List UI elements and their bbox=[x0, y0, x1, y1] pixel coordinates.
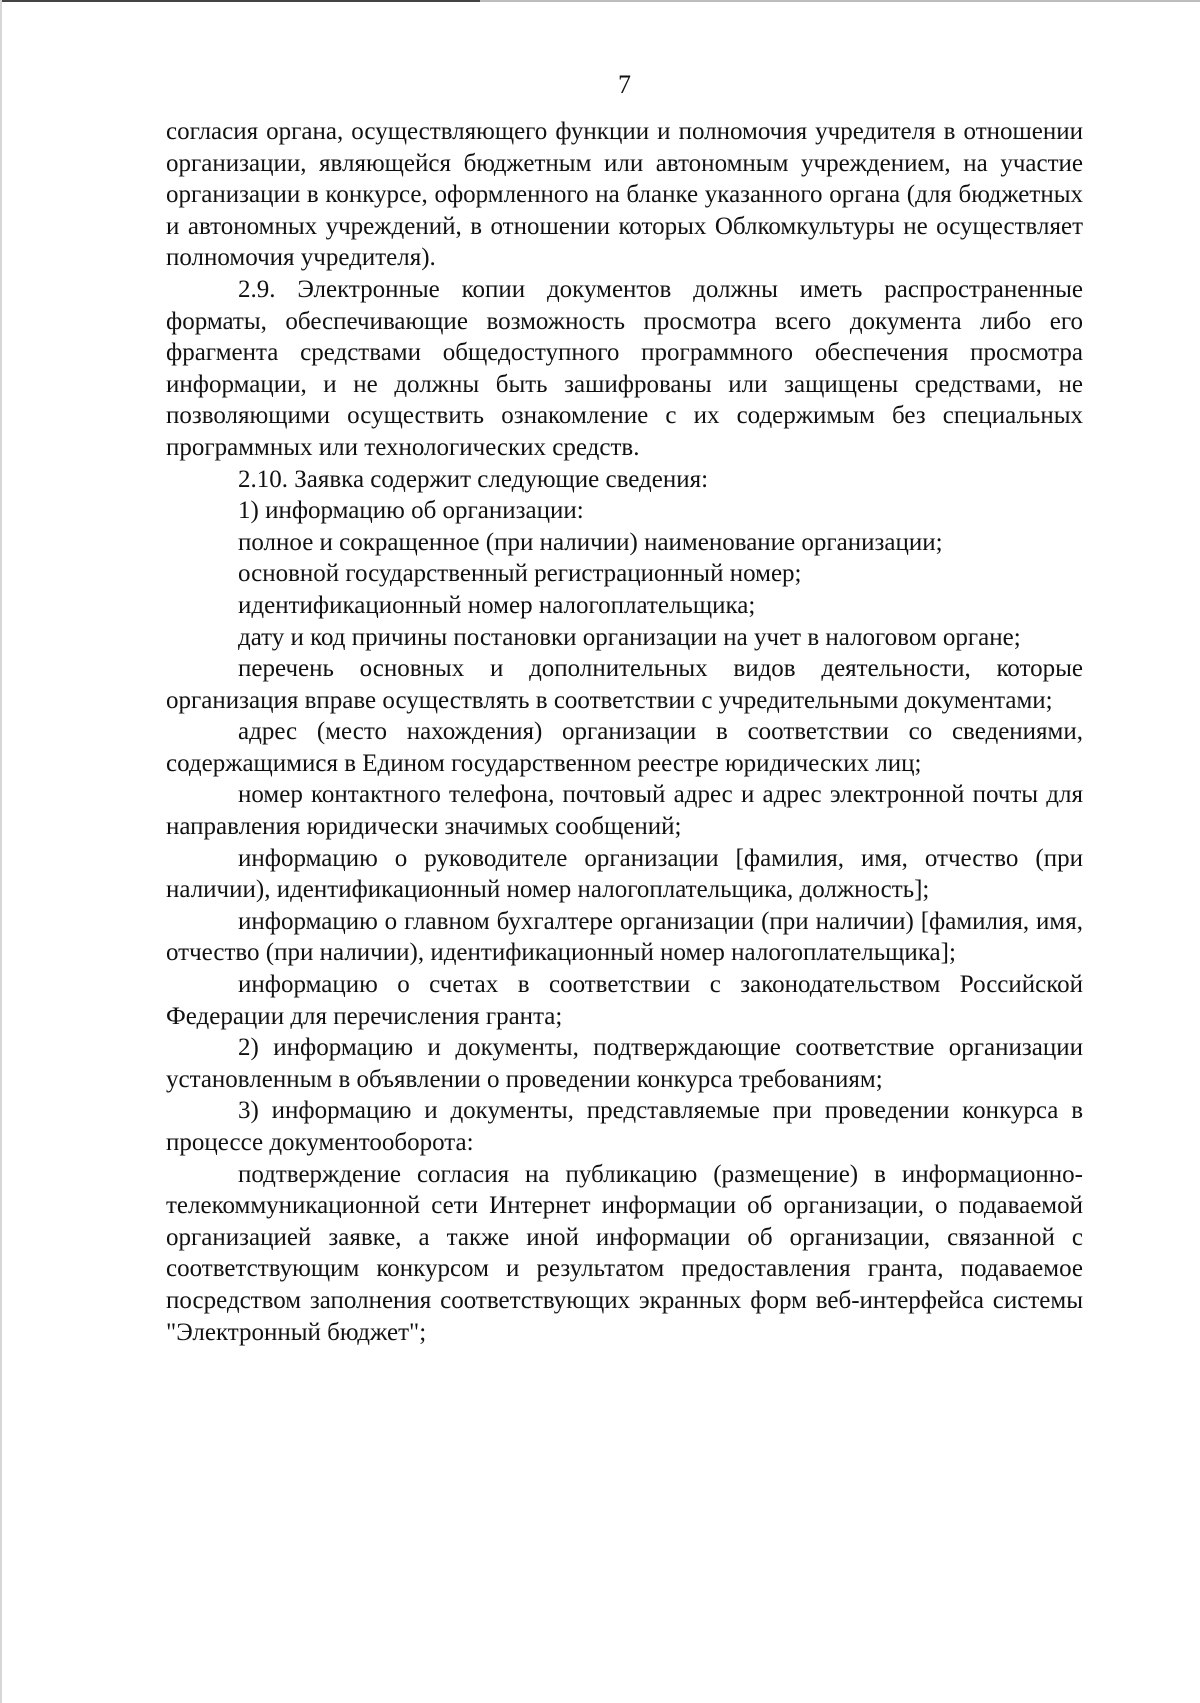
list-subitem-inn: идентификационный номер налогоплательщика; bbox=[238, 591, 756, 619]
scan-edge-top bbox=[0, 0, 1200, 2]
list-subitem-contacts: номер контактного телефона, почтовый адрес и адрес электронной почты для направления юридически значимых сообщений; bbox=[166, 781, 1083, 841]
paragraph-2-9: 2.9. Электронные копии документов должны иметь распространенные форматы, обеспечивающие возможность просмотра всего документа либо его фрагмента средствами общедоступного программного обеспечения просмотра информации, и не должны быть зашифрованы или защищены средствами, не позволяющими осуществить ознакомление с их содержимым без специальных программных или технологических средств. bbox=[166, 275, 1083, 461]
list-subitem-consent: подтверждение согласия на публикацию (размещение) в информационно-телекоммуникационной сети Интернет информации об организации, о подаваемой организацией заявке, а также иной информации об организации, связанной с соответствующим конкурсом и результатом предоставления гранта, подаваемое посредством заполнения соответствующих экранных форм веб-интерфейса системы "Электронный бюджет"; bbox=[166, 1160, 1083, 1346]
page-number: 7 bbox=[618, 70, 631, 99]
scan-edge-left bbox=[0, 0, 2, 1703]
list-subitem-tax-registration: дату и код причины постановки организации на учет в налоговом органе; bbox=[238, 623, 1021, 651]
paragraph-2-10: 2.10. Заявка содержит следующие сведения: bbox=[238, 465, 709, 493]
list-subitem-ogrn: основной государственный регистрационный номер; bbox=[238, 560, 802, 588]
document-body bbox=[166, 116, 1083, 1348]
list-item-2: 2) информацию и документы, подтверждающие соответствие организации установленным в объявлении о проведении конкурса требованиям; bbox=[166, 1034, 1083, 1093]
list-subitem-accounts: информацию о счетах в соответствии с законодательством Российской Федерации для перечисления гранта; bbox=[166, 971, 1083, 1030]
list-item-1: 1) информацию об организации: bbox=[238, 497, 584, 525]
list-subitem-address: адрес (место нахождения) организации в соответствии со сведениями, содержащимися в Едином государственном реестре юридических лиц; bbox=[166, 718, 1083, 777]
list-subitem-director: информацию о руководителе организации [фамилия, имя, отчество (при наличии), идентификационный номер налогоплательщика, должность]; bbox=[166, 844, 1083, 904]
paragraph-continuation: согласия органа, осуществляющего функции и полномочия учредителя в отношении организации, являющейся бюджетным или автономным учреждением, на участие организации в конкурсе, оформленного на бланке указанного органа (для бюджетных и автономных учреждений, в отношении которых Облкомкультуры не осуществляет полномочия учредителя). bbox=[166, 118, 1083, 272]
list-subitem-activities: перечень основных и дополнительных видов деятельности, которые организация вправе осуществлять в соответствии с учредительными документами; bbox=[166, 655, 1083, 714]
list-subitem-name: полное и сокращенное (при наличии) наименование организации; bbox=[238, 528, 943, 556]
list-item-3: 3) информацию и документы, представляемые при проведении конкурса в процессе документооборота: bbox=[166, 1097, 1083, 1156]
list-subitem-accountant: информацию о главном бухгалтере организации (при наличии) [фамилия, имя, отчество (при наличии), идентификационный номер налогоплательщика]; bbox=[166, 907, 1083, 967]
